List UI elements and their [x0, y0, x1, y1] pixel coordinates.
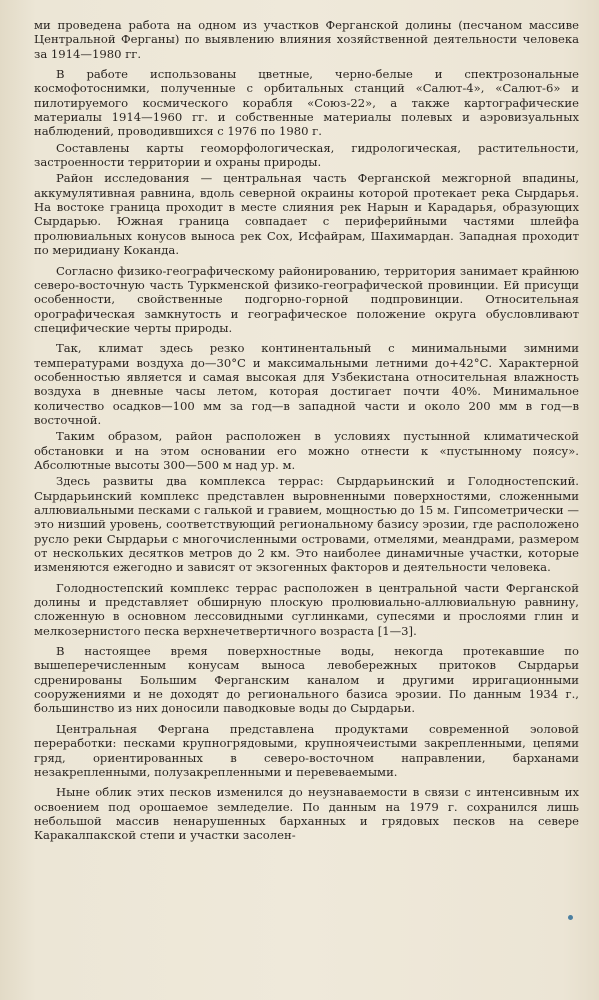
paragraph-sands-today: Ныне облик этих песков изменился до неузнаваемости в связи с интенсивным их освоением под орошаемое земледелие. По данным на 1979 г. сохранился лишь небольшой массив ненарушенных барханных и грядовых песков на севере Каракалпакской степи и участки засолен-: [34, 785, 579, 843]
paragraph-terraces: Здесь развиты два комплекса террас: Сырдарьинский и Голодностепский. Сырдарьинский комплекс представлен выровненными поверхностями, сложенными аллювиальными песками с галькой и гравием, мощностью до 15 м. Гипсометрически — это низший уровень, соответствующий региональному базису эрозии, где расположено русло реки Сырдарьи с многочисленными островами, отмелями, меандрами, размером от нескольких десятков метров до 2 км. Это наиболее динамичные участки, которые изменяются ежегодно и зависят от экзогенных факторов и деятельности человека.: [34, 474, 579, 575]
paragraph-intro-continuation: ми проведена работа на одном из участков Ферганской долины (песчаном массиве Центральной Ферганы) по выявлению влияния хозяйственной деятельности человека за 1914—1980 гг.: [34, 18, 579, 61]
paragraph-regionalization: Согласно физико-географическому районированию, территория занимает крайнюю северо-восточную часть Туркменской физико-географической провинции. Ей присущи особенности, свойственные подгорно-горной подпровинции. Относительная орографическая замкнутость и географическое положение округа обусловливают специфические черты природы.: [34, 263, 579, 335]
paragraph-climate: Так, климат здесь резко континентальный с минимальными зимними температурами воздуха до—30°С и максимальными летними до+42°С. Характерной особенностью является и самая высокая для Узбекистана относительная влажность воздуха в дневные часы летом, которая достигает почти 40%. Минимальное количество осадков—100 мм за год—в западной части и около 200 мм в год—в восточной.: [34, 341, 579, 427]
paragraph-study-area: Район исследования — центральная часть Ферганской межгорной впадины, аккумулятивная равнина, вдоль северной окраины которой протекает река Сырдарья. На востоке граница проходит в месте слияния рек Нарын и Карадарья, образующих Сырдарью. Южная граница совпадает с периферийными частями шлейфа пролювиальных конусов выноса рек Сох, Исфайрам, Шахимардан. Западная проходит по меридиану Коканда.: [34, 171, 579, 258]
paragraph-desert-belt: Таким образом, район расположен в условиях пустынной климатической обстановки и на этом основании его можно отнести к «пустынному поясу». Абсолютные высоты 300—500 м над ур. м.: [34, 429, 579, 472]
paragraph-surface-waters: В настоящее время поверхностные воды, некогда протекавшие по вышеперечисленным конусам выноса левобережных притоков Сырдарьи сдренированы Большим Ферганским каналом и другими ирригационными сооружениями и не доходят до регионального базиса эрозии. По данным 1934 г., большинство из них доносили паводковые воды до Сырдарьи.: [34, 644, 579, 716]
paragraph-central-fergana: Центральная Фергана представлена продуктами современной эоловой переработки: песками крупногрядовыми, крупноячеистыми закрепленными, цепями гряд, ориентированных в северо-восточном направлении, барханами незакрепленными, полузакрепленными и перевеваемыми.: [34, 721, 579, 779]
paragraph-maps: Составлены карты геоморфологическая, гидрологическая, растительности, застроенности территории и охраны природы.: [34, 140, 579, 170]
ink-dot-mark: [568, 915, 573, 920]
paragraph-golodnostep: Голодностепский комплекс террас расположен в центральной части Ферганской долины и представляет обширную плоскую пролювиально-аллювиальную равнину, сложенную в основном лессовидными суглинками, супесями и прослоями глин и мелкозернистого песка верхнечетвертичного возраста [1—3].: [34, 580, 579, 638]
paragraph-materials: В работе использованы цветные, черно-белые и спектрозональные космофотоснимки, полученные с орбитальных станций «Салют-4», «Салют-6» и пилотируемого космического корабля «Союз-22», а также картографические материалы 1914—1960 гг. и собственные материалы полевых и аэровизуальных наблюдений, проводившихся с 1976 по 1980 г.: [34, 67, 579, 139]
